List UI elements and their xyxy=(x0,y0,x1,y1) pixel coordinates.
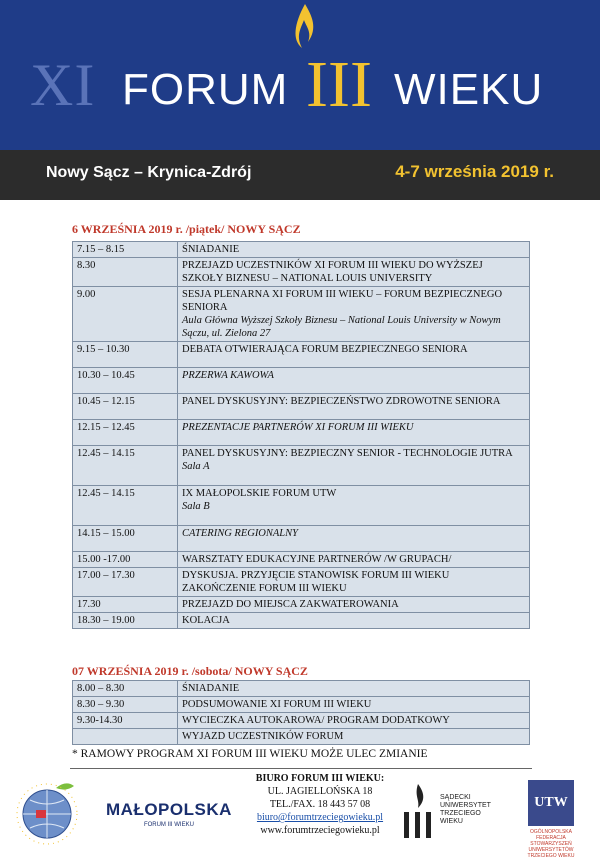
event-detail: PREZENTACJE PARTNERÓW XI FORUM III WIEKU xyxy=(182,422,414,433)
phone: TEL./FAX. 18 443 57 08 xyxy=(269,799,371,810)
time-cell xyxy=(73,729,178,745)
event-cell xyxy=(178,368,530,394)
time-cell: 9.30-14.30 xyxy=(73,713,178,729)
email-link[interactable]: biuro@forumtrzeciegowieku.pl xyxy=(256,812,384,823)
time-cell: 9.15 – 10.30 xyxy=(73,342,178,368)
day1-title: 6 WRZEŚNIA 2019 r. /piątek/ NOWY SĄCZ xyxy=(72,222,301,236)
event-cell xyxy=(178,597,530,613)
time-cell: 12.45 – 14.15 xyxy=(73,446,178,486)
event-text: DYSKUSJA. PRZYJĘCIE STANOWISK FORUM III WIEKU xyxy=(182,570,450,581)
sadecki-utw-name: SĄDECKI UNIWERSYTET TRZECIEGO WIEKU xyxy=(440,794,491,825)
event-text: PODSUMOWANIE XI FORUM III WIEKU xyxy=(182,699,372,710)
event-text: KOLACJA xyxy=(182,615,230,626)
event-cell xyxy=(178,729,530,745)
title-forum: FORUM xyxy=(122,65,289,114)
schedule-row xyxy=(73,729,530,745)
time-cell: 17.00 – 17.30 xyxy=(73,568,178,597)
day2-title: 07 WRZEŚNIA 2019 r. /sobota/ NOWY SĄCZ xyxy=(72,664,308,678)
location: Nowy Sącz – Krynica-Zdrój xyxy=(46,164,252,181)
biuro-title: BIURO FORUM III WIEKU: xyxy=(255,773,385,784)
event-detail: PRZERWA KAWOWA xyxy=(182,370,274,381)
time-cell: 12.45 – 14.15 xyxy=(73,486,178,526)
schedule-row xyxy=(73,258,530,287)
time-cell: 10.45 – 12.15 xyxy=(73,394,178,420)
event-text: SESJA PLENARNA XI FORUM III WIEKU – FORUM BEZPIECZNEGO SENIORA xyxy=(182,289,503,313)
event-cell xyxy=(178,394,530,420)
schedule-row xyxy=(73,552,530,568)
event-text: PRZEJAZD UCZESTNIKÓW XI FORUM III WIEKU DO WYŻSZEJ SZKOŁY BIZNESU – NATIONAL LOUIS UNIVERSITY xyxy=(182,260,483,284)
event-cell xyxy=(178,681,530,697)
time-cell: 8.00 – 8.30 xyxy=(73,681,178,697)
event-text: WYCIECZKA AUTOKAROWA/ PROGRAM DODATKOWY xyxy=(182,715,450,726)
malopolska-logo: MAŁOPOLSKA FORUM III WIEKU xyxy=(106,800,232,828)
schedule-row xyxy=(73,486,530,526)
time-cell: 12.15 – 12.45 xyxy=(73,420,178,446)
divider xyxy=(70,768,532,769)
subheader xyxy=(0,150,600,200)
time-cell: 17.30 xyxy=(73,597,178,613)
schedule-row xyxy=(73,681,530,697)
time-cell: 10.30 – 10.45 xyxy=(73,368,178,394)
schedule-row xyxy=(73,697,530,713)
schedule-row xyxy=(73,446,530,486)
day1-schedule xyxy=(72,241,530,629)
event-detail: Aula Główna Wyższej Szkoły Biznesu – National Louis University w Nowym Sączu, ul. Zielona 27 xyxy=(182,315,501,339)
contact-block xyxy=(240,772,400,837)
event-text: DEBATA OTWIERAJĄCA FORUM BEZPIECZNEGO SENIORA xyxy=(182,344,468,355)
schedule-row xyxy=(73,613,530,629)
event-detail: CATERING REGIONALNY xyxy=(182,528,298,539)
event-dates: 4-7 września 2019 r. xyxy=(395,162,554,181)
footer xyxy=(0,772,600,859)
event-cell xyxy=(178,613,530,629)
event-text: ŚNIADANIE xyxy=(182,244,240,255)
schedule-row xyxy=(73,368,530,394)
time-cell: 15.00 -17.00 xyxy=(73,552,178,568)
schedule-row xyxy=(73,420,530,446)
utw-federation-logo xyxy=(520,780,582,859)
title-iii: III xyxy=(306,48,372,121)
address: UL. JAGIELLOŃSKA 18 xyxy=(267,786,373,797)
event-text: PANEL DYSKUSYJNY: BEZPIECZNY SENIOR - TECHNOLOGIE JUTRA xyxy=(182,448,513,459)
utw-badge: UTW xyxy=(528,780,574,826)
event-cell xyxy=(178,446,530,486)
event-text: ZAKOŃCZENIE FORUM III WIEKU xyxy=(182,583,347,594)
time-cell: 8.30 – 9.30 xyxy=(73,697,178,713)
event-cell xyxy=(178,342,530,368)
event-detail: Sala A xyxy=(182,461,210,472)
event-cell xyxy=(178,697,530,713)
event-text: IX MAŁOPOLSKIE FORUM UTW xyxy=(182,488,337,499)
schedule-row xyxy=(73,287,530,342)
schedule-row xyxy=(73,597,530,613)
event-cell xyxy=(178,486,530,526)
event-cell xyxy=(178,713,530,729)
header-banner xyxy=(0,0,600,150)
event-detail: Sala B xyxy=(182,501,210,512)
schedule-row xyxy=(73,526,530,552)
time-cell: 8.30 xyxy=(73,258,178,287)
day2-schedule xyxy=(72,680,530,745)
forum-globe-logo xyxy=(12,776,82,846)
sadecki-utw-logo-mark xyxy=(400,782,436,842)
schedule-row xyxy=(73,394,530,420)
website-link[interactable]: www.forumtrzeciegowieku.pl xyxy=(260,825,380,836)
event-text: PANEL DYSKUSYJNY: BEZPIECZEŃSTWO ZDROWOTNE SENIORA xyxy=(182,396,501,407)
time-cell: 9.00 xyxy=(73,287,178,342)
event-cell xyxy=(178,258,530,287)
event-text: WYJAZD UCZESTNIKÓW FORUM xyxy=(182,731,344,742)
event-text: PRZEJAZD DO MIEJSCA ZAKWATEROWANIA xyxy=(182,599,399,610)
utw-caption: OGÓLNOPOLSKA FEDERACJA STOWARZYSZEŃ UNIWERSYTETÓW TRZECIEGO WIEKU xyxy=(527,829,575,859)
schedule-row xyxy=(73,568,530,597)
event-text: WARSZTATY EDUKACYJNE PARTNERÓW /W GRUPACH/ xyxy=(182,554,452,565)
program-note: * RAMOWY PROGRAM XI FORUM III WIEKU MOŻE ULEC ZMIANIE xyxy=(72,748,428,760)
time-cell: 14.15 – 15.00 xyxy=(73,526,178,552)
time-cell: 18.30 – 19.00 xyxy=(73,613,178,629)
schedule-row xyxy=(73,713,530,729)
title-wieku: WIEKU xyxy=(394,65,544,114)
time-cell: 7.15 – 8.15 xyxy=(73,242,178,258)
event-text: ŚNIADANIE xyxy=(182,683,240,694)
schedule-row xyxy=(73,242,530,258)
event-cell xyxy=(178,552,530,568)
event-cell xyxy=(178,287,530,342)
event-cell xyxy=(178,242,530,258)
event-cell xyxy=(178,526,530,552)
edition-numeral: XI xyxy=(30,52,96,118)
event-cell xyxy=(178,420,530,446)
event-cell xyxy=(178,568,530,597)
schedule-row xyxy=(73,342,530,368)
